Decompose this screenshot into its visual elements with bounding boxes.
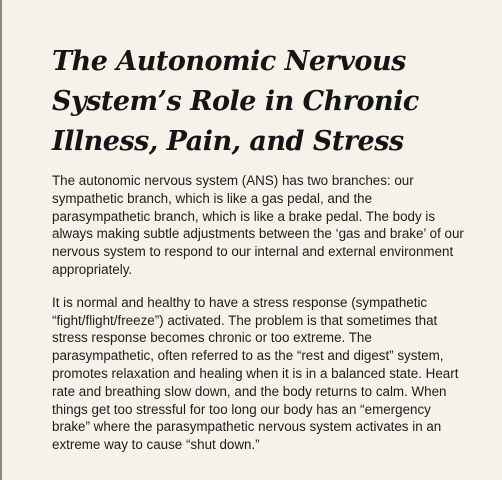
article	[52, 42, 472, 454]
article-paragraph-2: It is normal and healthy to have a stress response (sympathetic “fight/flight/freeze”) activated. The problem is that sometimes that stress response becomes chronic or too extreme. The parasympathetic, often referred to as the “rest and digest” system, promotes relaxation and healing when it is in a balanced state. Heart rate and breathing slow down, and the body returns to calm. When things get too stressful for too long our body has an “emergency brake” where the parasympathetic nervous system activates in an extreme way to cause “shut down.”	[52, 294, 459, 453]
page-left-border	[0, 0, 2, 480]
article-paragraph-1: The autonomic nervous system (ANS) has two branches: our sympathetic branch, which is like a gas pedal, and the parasympathetic branch, which is like a brake pedal. The body is always making subtle adjustments between the ‘gas and brake’ of our nervous system to respond to our internal and external environment appropriately.	[52, 173, 464, 277]
article-title: The Autonomic Nervous System’s Role in Chronic Illness, Pain, and Stress	[52, 46, 419, 157]
